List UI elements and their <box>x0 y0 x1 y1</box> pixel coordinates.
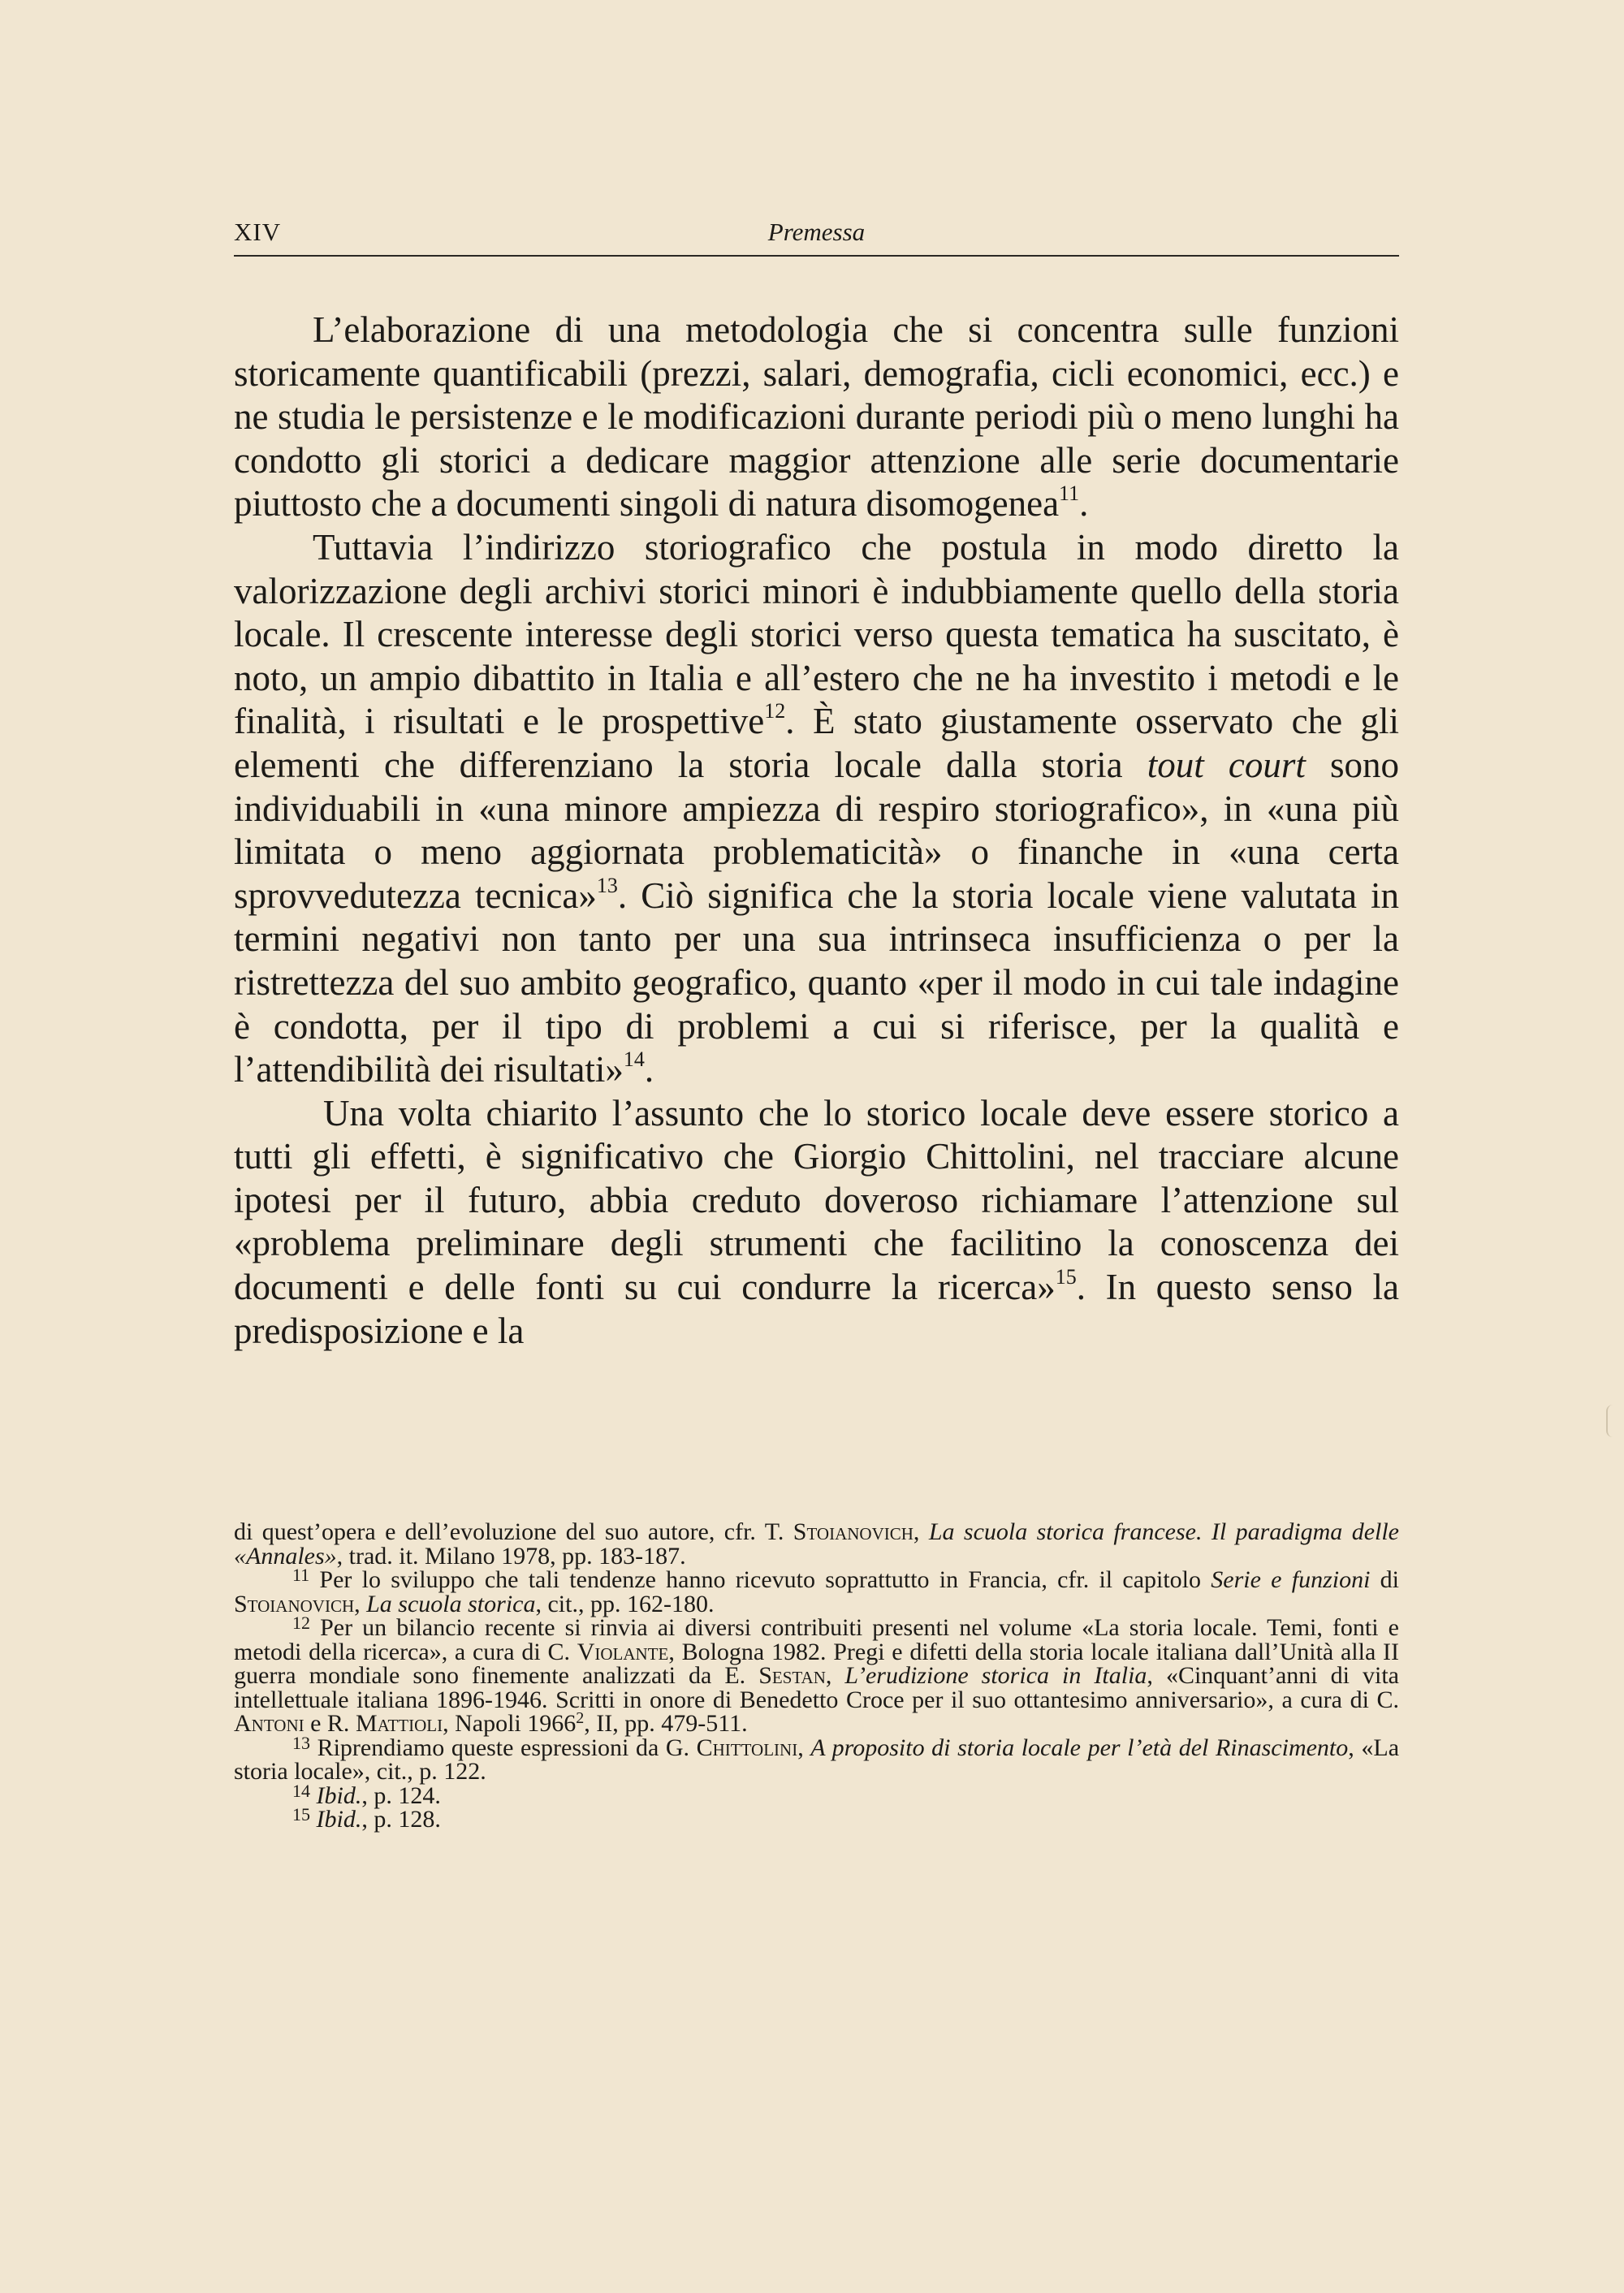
footnotes <box>234 1520 1399 1832</box>
author-name: Mattioli <box>355 1710 443 1737</box>
author-name: Antoni <box>234 1710 304 1737</box>
footnote-text: di <box>1370 1566 1400 1593</box>
author-name: Stoianovich <box>793 1518 914 1545</box>
ibid: Ibid. <box>316 1806 362 1833</box>
footnote-15 <box>234 1804 1399 1833</box>
footnote-number: 13 <box>292 1732 310 1753</box>
footnote-text: , Napoli 1966 <box>443 1710 577 1737</box>
author-name: Stoianovich <box>234 1590 355 1617</box>
paragraph-text: . <box>1079 483 1089 525</box>
paragraph-1 <box>234 309 1399 526</box>
footnote-14 <box>234 1780 1399 1809</box>
paragraph-text: . È stato giustamente osservato che gli elementi che differenziano la storia locale dalla storia <box>234 701 1399 785</box>
footnote-text: , <box>797 1734 811 1761</box>
work-title: La scuola storica <box>366 1590 536 1617</box>
footnote-text: , «La storia locale», cit., p. 122. <box>234 1734 1400 1785</box>
author-name: Sestan <box>758 1662 826 1689</box>
footnote-text: Per un bilancio recente si rinvia ai diversi contribuiti presenti nel volume «La storia locale. Temi, fonti e metodi della ricerca», a cura di C. <box>234 1614 1399 1665</box>
italic-phrase: tout court <box>1147 744 1306 785</box>
paragraph-text: Tuttavia l’indirizzo storiografico che postula in modo diretto la valorizzazione degli archivi storici minori è indubbiamente quello della storia locale. Il crescente interesse degli storici verso questa tematica ha suscitato, è noto, un ampio dibattito in Italia e all’estero che ne ha investito i metodi e le finalità, i risultati e le prospettive <box>234 526 1399 742</box>
footnote-number: 15 <box>292 1804 310 1824</box>
footnote-text: , <box>354 1590 367 1617</box>
footnote-12 <box>234 1613 1399 1737</box>
footnote-text: , Bologna 1982. Pregi e difetti della storia locale italiana dall’Unità alla II guerra mondiale sono finemente analizzati da E. <box>234 1638 1399 1689</box>
footnote-number: 12 <box>292 1613 310 1633</box>
footnote-text: di quest’opera e dell’evoluzione del suo autore, cfr. T. <box>234 1518 793 1545</box>
footnote-ref: 14 <box>623 1047 645 1072</box>
footnote-11 <box>234 1565 1400 1617</box>
footnote-text: e R. <box>304 1710 356 1737</box>
footnote-number: 11 <box>292 1565 310 1585</box>
work-title: La scuola storica francese. Il paradigma delle «Annales» <box>234 1518 1399 1570</box>
footnote-ref: 15 <box>1055 1265 1077 1289</box>
author-name: Chittolini <box>696 1734 798 1761</box>
footnote-number: 14 <box>292 1780 310 1801</box>
running-title: Premessa <box>767 218 866 246</box>
paragraph-text: Una volta chiarito l’assunto che lo storico locale deve essere storico a tutti gli effetti, è significativo che Giorgio Chittolini, nel tracciare alcune ipotesi per il futuro, abbia creduto doveroso richiamare l’attenzione sul «problema preliminare degli strumenti che facilitino la conoscenza dei documenti e delle fonti su cui condurre la ricerca» <box>234 1092 1399 1308</box>
ibid: Ibid. <box>316 1781 362 1809</box>
footnote-text: , trad. it. Milano 1978, pp. 183-187. <box>336 1542 686 1570</box>
footnote-text: , p. 124. <box>361 1781 441 1809</box>
author-name: Violante <box>577 1638 669 1665</box>
paragraph-text: sono individuabili in «una minore ampiezza di respiro storiografico», in «una più limitata o meno aggiornata problematicità» o finanche in «una certa sprovvedutezza tecnica» <box>234 744 1399 916</box>
footnote-text: , <box>913 1518 929 1545</box>
footnote-ref: 13 <box>596 873 618 897</box>
paragraph-text: . In questo senso la predisposizione e la <box>234 1267 1399 1351</box>
main-text <box>234 309 1399 1353</box>
footnote-text: , II, pp. 479-511. <box>584 1710 748 1737</box>
work-title: L’erudizione storica in Italia <box>844 1662 1147 1689</box>
footnote-text: Per lo sviluppo che tali tendenze hanno ricevuto soprattutto in Francia, cfr. il capitolo <box>309 1566 1212 1593</box>
footnote-13 <box>234 1732 1400 1785</box>
work-title: A proposito di storia locale per l’età del Rinascimento <box>810 1734 1349 1761</box>
edition-superscript: 2 <box>576 1709 585 1727</box>
page-number: XIV <box>234 218 282 246</box>
footnote-text: , «Cinquant’anni di vita intellettuale italiana 1896-1946. Scritti in onore di Benedetto Croce per il suo ottantesimo anniversario», a cura di C. <box>234 1662 1399 1713</box>
footnote-text: , <box>825 1662 845 1689</box>
footnote-continuation <box>234 1520 1399 1568</box>
footnote-text: Riprendiamo queste espressioni da G. <box>310 1734 697 1761</box>
paragraph-text: . Ciò significa che la storia locale viene valutata in termini negativi non tanto per una sua intrinseca insufficienza o per la ristrettezza del suo ambito geografico, quanto «per il modo in cui tale indagine è condotta, per il tipo di problemi a cui si riferisce, per la qualità e l’attendibilità dei risultati» <box>234 874 1400 1090</box>
footnote-text: , p. 128. <box>361 1806 441 1833</box>
footnote-text: , cit., pp. 162-180. <box>535 1590 715 1617</box>
paragraph-3 <box>234 1092 1399 1354</box>
running-head <box>234 218 1399 257</box>
paragraph-2 <box>234 526 1399 1092</box>
paper-mark <box>1606 1405 1613 1437</box>
paragraph-text: . <box>644 1049 654 1090</box>
footnote-ref: 12 <box>764 699 786 723</box>
work-title: Serie e funzioni <box>1211 1566 1371 1593</box>
footnote-ref: 11 <box>1059 481 1080 506</box>
paragraph-text: L’elaborazione di una metodologia che si concentra sulle funzioni storicamente quantificabili (prezzi, salari, demografia, cicli economici, ecc.) e ne studia le persistenze e le modificazioni durante periodi più o meno lunghi ha condotto gli storici a dedicare maggior attenzione alle serie documentarie piuttosto che a documenti singoli di natura disomogenea <box>234 309 1399 525</box>
